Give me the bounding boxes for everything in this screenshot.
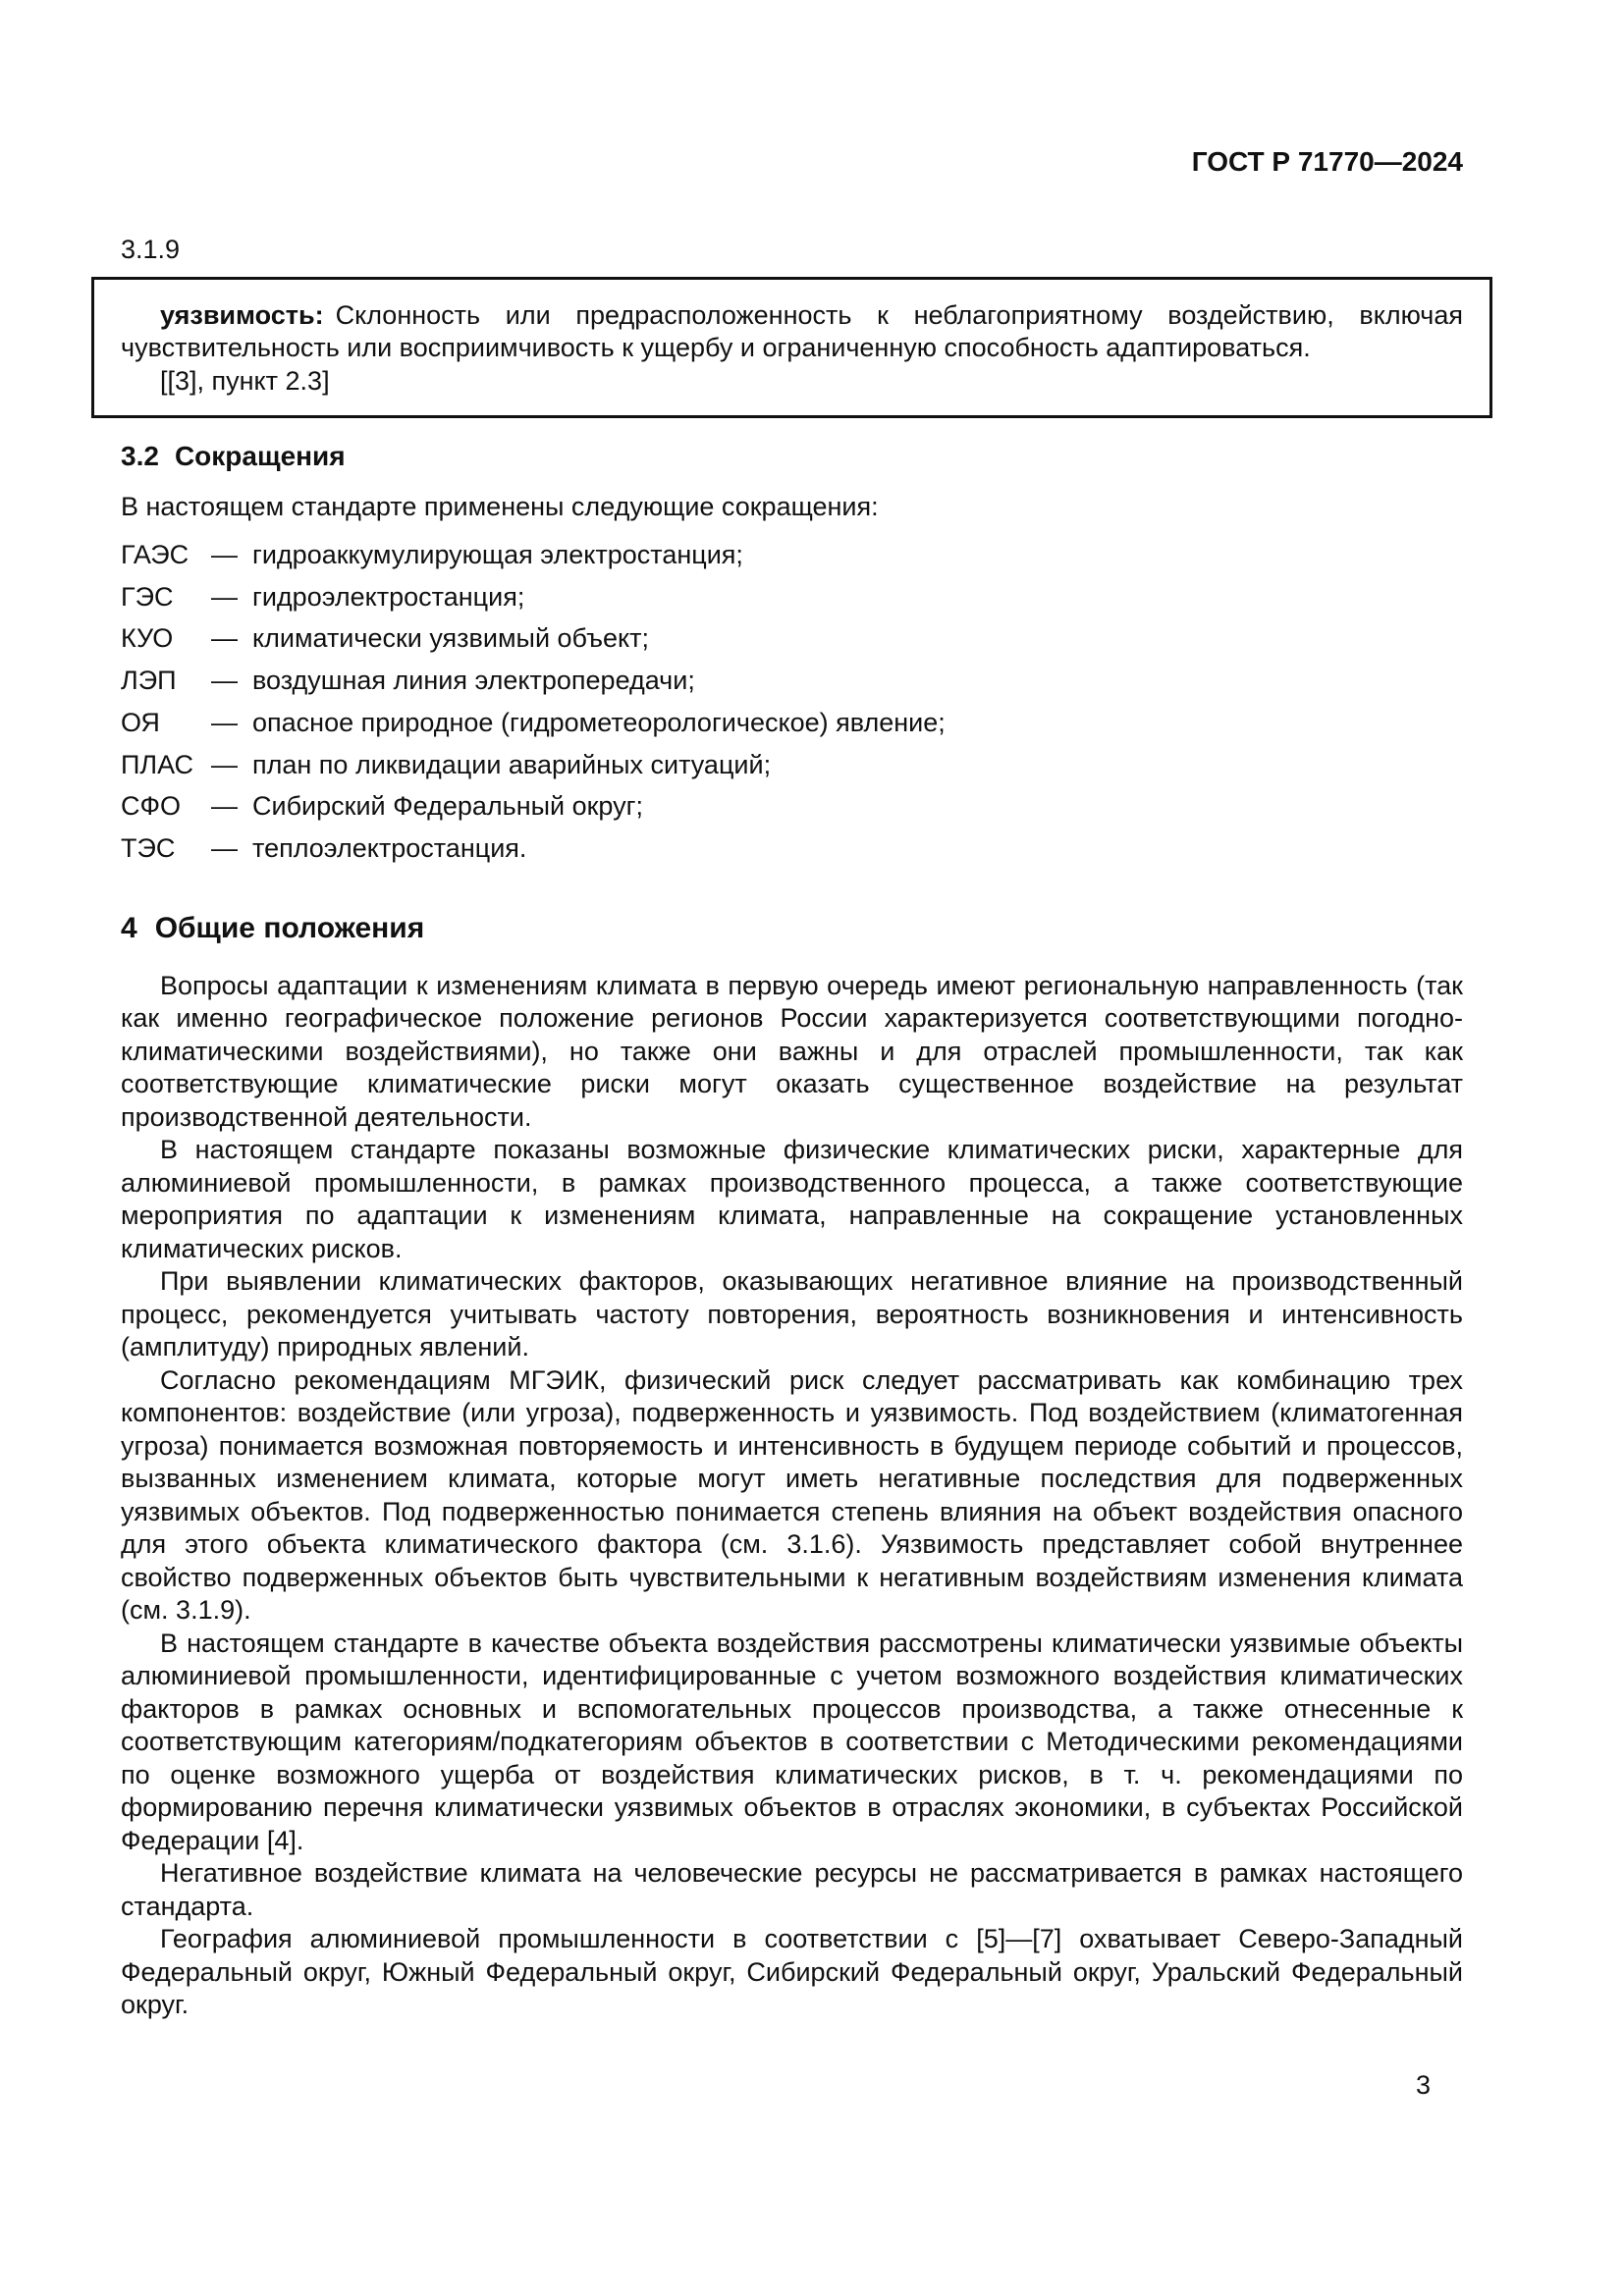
abbreviation-term: ПЛАС xyxy=(121,749,194,779)
body-paragraph: География алюминиевой промышленности в соответствии с [5]—[7] охватывает Северо-Западный Федеральный округ, Южный Федеральный округ, Сибирский Федеральный округ, Уральский Федеральный округ. xyxy=(121,1924,1463,2020)
abbreviation-term: КУО xyxy=(121,623,174,654)
abbreviation-dash: — xyxy=(211,707,238,737)
section-3-2-heading xyxy=(121,440,1463,473)
abbreviations-intro: В настоящем стандарте применены следующие сокращения: xyxy=(121,491,879,521)
page-content xyxy=(121,234,1463,2022)
abbreviation-definition: опасное природное (гидрометеорологическое) явление; xyxy=(252,707,946,737)
abbreviation-row xyxy=(121,744,1463,786)
body-paragraph: Согласно рекомендациям МГЭИК, физический риск следует рассматривать как комбинацию трех компонентов: воздействие (или угроза), подверженность и уязвимость. Под воздействием (климатогенная угроза) понимается возможная повторяемость и интенсивность в будущем периоде событий и процессов, вызванных изменением климата, которые могут иметь негативные последствия для подверженных уязвимых объектов. Под подверженностью понимается степень влияния на объект воздействия опасного для этого объекта климатического фактора (см. 3.1.6). Уязвимость представляет собой внутреннее свойство подверженных объектов быть чувствительными к негативным воздействиям изменения климата (см. 3.1.9). xyxy=(121,1364,1463,1626)
abbreviation-term: ЛЭП xyxy=(121,666,177,696)
header-doc-code: ГОСТ Р 71770—2024 xyxy=(1191,146,1463,177)
section-4-number: 4 xyxy=(121,911,137,944)
abbreviation-definition: Сибирский Федеральный округ; xyxy=(252,791,643,822)
abbreviation-definition: воздушная линия электропередачи; xyxy=(252,666,695,696)
abbreviation-term: ГАЭС xyxy=(121,540,189,569)
abbreviation-definition: гидроэлектростанция; xyxy=(252,581,525,612)
abbreviation-term: ТЭС xyxy=(121,832,176,863)
body-paragraph: При выявлении климатических факторов, оказывающих негативное влияние на производственный процесс, рекомендуется учитывать частоту повторения, вероятность возникновения и интенсивность (амплитуду) природных явлений. xyxy=(121,1266,1463,1362)
definition-box xyxy=(91,277,1492,419)
abbreviations-list xyxy=(121,534,1463,870)
abbreviation-row xyxy=(121,534,1463,576)
section-3-2-title: Сокращения xyxy=(174,441,346,471)
abbreviation-dash: — xyxy=(211,832,238,863)
abbreviation-definition: теплоэлектростанция. xyxy=(252,832,527,863)
abbreviation-dash: — xyxy=(211,791,238,822)
definition-paragraph xyxy=(121,299,1463,365)
abbreviation-definition: климатически уязвимый объект; xyxy=(252,623,649,654)
abbreviation-row xyxy=(121,702,1463,744)
body-paragraph: Вопросы адаптации к изменениям климата в первую очередь имеют региональную направленность (так как именно географическое положение регионов России характеризуется соответствующими погодно-климатическими воздействиями), но также они важны и для отраслей промышленности, так как соответствующие климатические риски могут оказать существенное воздействие на результат производственной деятельности. xyxy=(121,970,1463,1132)
section-3-2-number: 3.2 xyxy=(121,441,159,471)
abbreviation-term: ГЭС xyxy=(121,581,174,612)
abbreviation-definition: гидроаккумулирующая электростанция; xyxy=(252,540,743,569)
abbreviation-row xyxy=(121,576,1463,618)
definition-term: уязвимость: xyxy=(160,299,324,330)
definition-text: Склонность или предрасположенность к неблагоприятному воздействию, включая чувствительность или восприимчивость к ущербу и ограниченную способность адаптироваться. xyxy=(121,299,1463,362)
definition-source: [[3], пункт 2.3] xyxy=(160,365,330,396)
body-paragraph: Негативное воздействие климата на человеческие ресурсы не рассматривается в рамках настоящего стандарта. xyxy=(121,1858,1463,1921)
abbreviation-row xyxy=(121,828,1463,870)
abbreviation-dash: — xyxy=(211,749,238,779)
abbreviation-term: СФО xyxy=(121,791,182,822)
clause-number: 3.1.9 xyxy=(121,235,181,264)
abbreviation-row xyxy=(121,660,1463,702)
section-4-title: Общие положения xyxy=(154,911,425,944)
page-number: 3 xyxy=(1415,2070,1431,2100)
abbreviation-row xyxy=(121,617,1463,660)
abbreviation-row xyxy=(121,785,1463,828)
body-paragraph: В настоящем стандарте показаны возможные физические климатических риски, характерные для алюминиевой промышленности, в рамках производственного процесса, а также соответствующие мероприятия по адаптации к изменениям климата, направленные на сокращение установленных климатических рисков. xyxy=(121,1135,1463,1263)
abbreviation-dash: — xyxy=(211,623,238,654)
abbreviation-term: ОЯ xyxy=(121,707,160,737)
section-4-body xyxy=(121,970,1463,2022)
abbreviation-dash: — xyxy=(211,666,238,696)
section-4-heading xyxy=(121,911,1463,946)
abbreviation-definition: план по ликвидации аварийных ситуаций; xyxy=(252,749,772,779)
body-paragraph: В настоящем стандарте в качестве объекта воздействия рассмотрены климатически уязвимые объекты алюминиевой промышленности, идентифицированные с учетом возможного воздействия климатических факторов в рамках основных и вспомогательных процессов производства, а также отнесенные к соответствующим категориям/подкатегориям объектов в соответствии с Методическими рекомендациями по оценке возможного ущерба от воздействия климатических рисков, в т. ч. рекомендациями по формированию перечня климатически уязвимых объектов в отраслях экономики, в субъектах Российской Федерации [4]. xyxy=(121,1628,1463,1855)
abbreviation-dash: — xyxy=(211,540,238,569)
abbreviation-dash: — xyxy=(211,581,238,612)
